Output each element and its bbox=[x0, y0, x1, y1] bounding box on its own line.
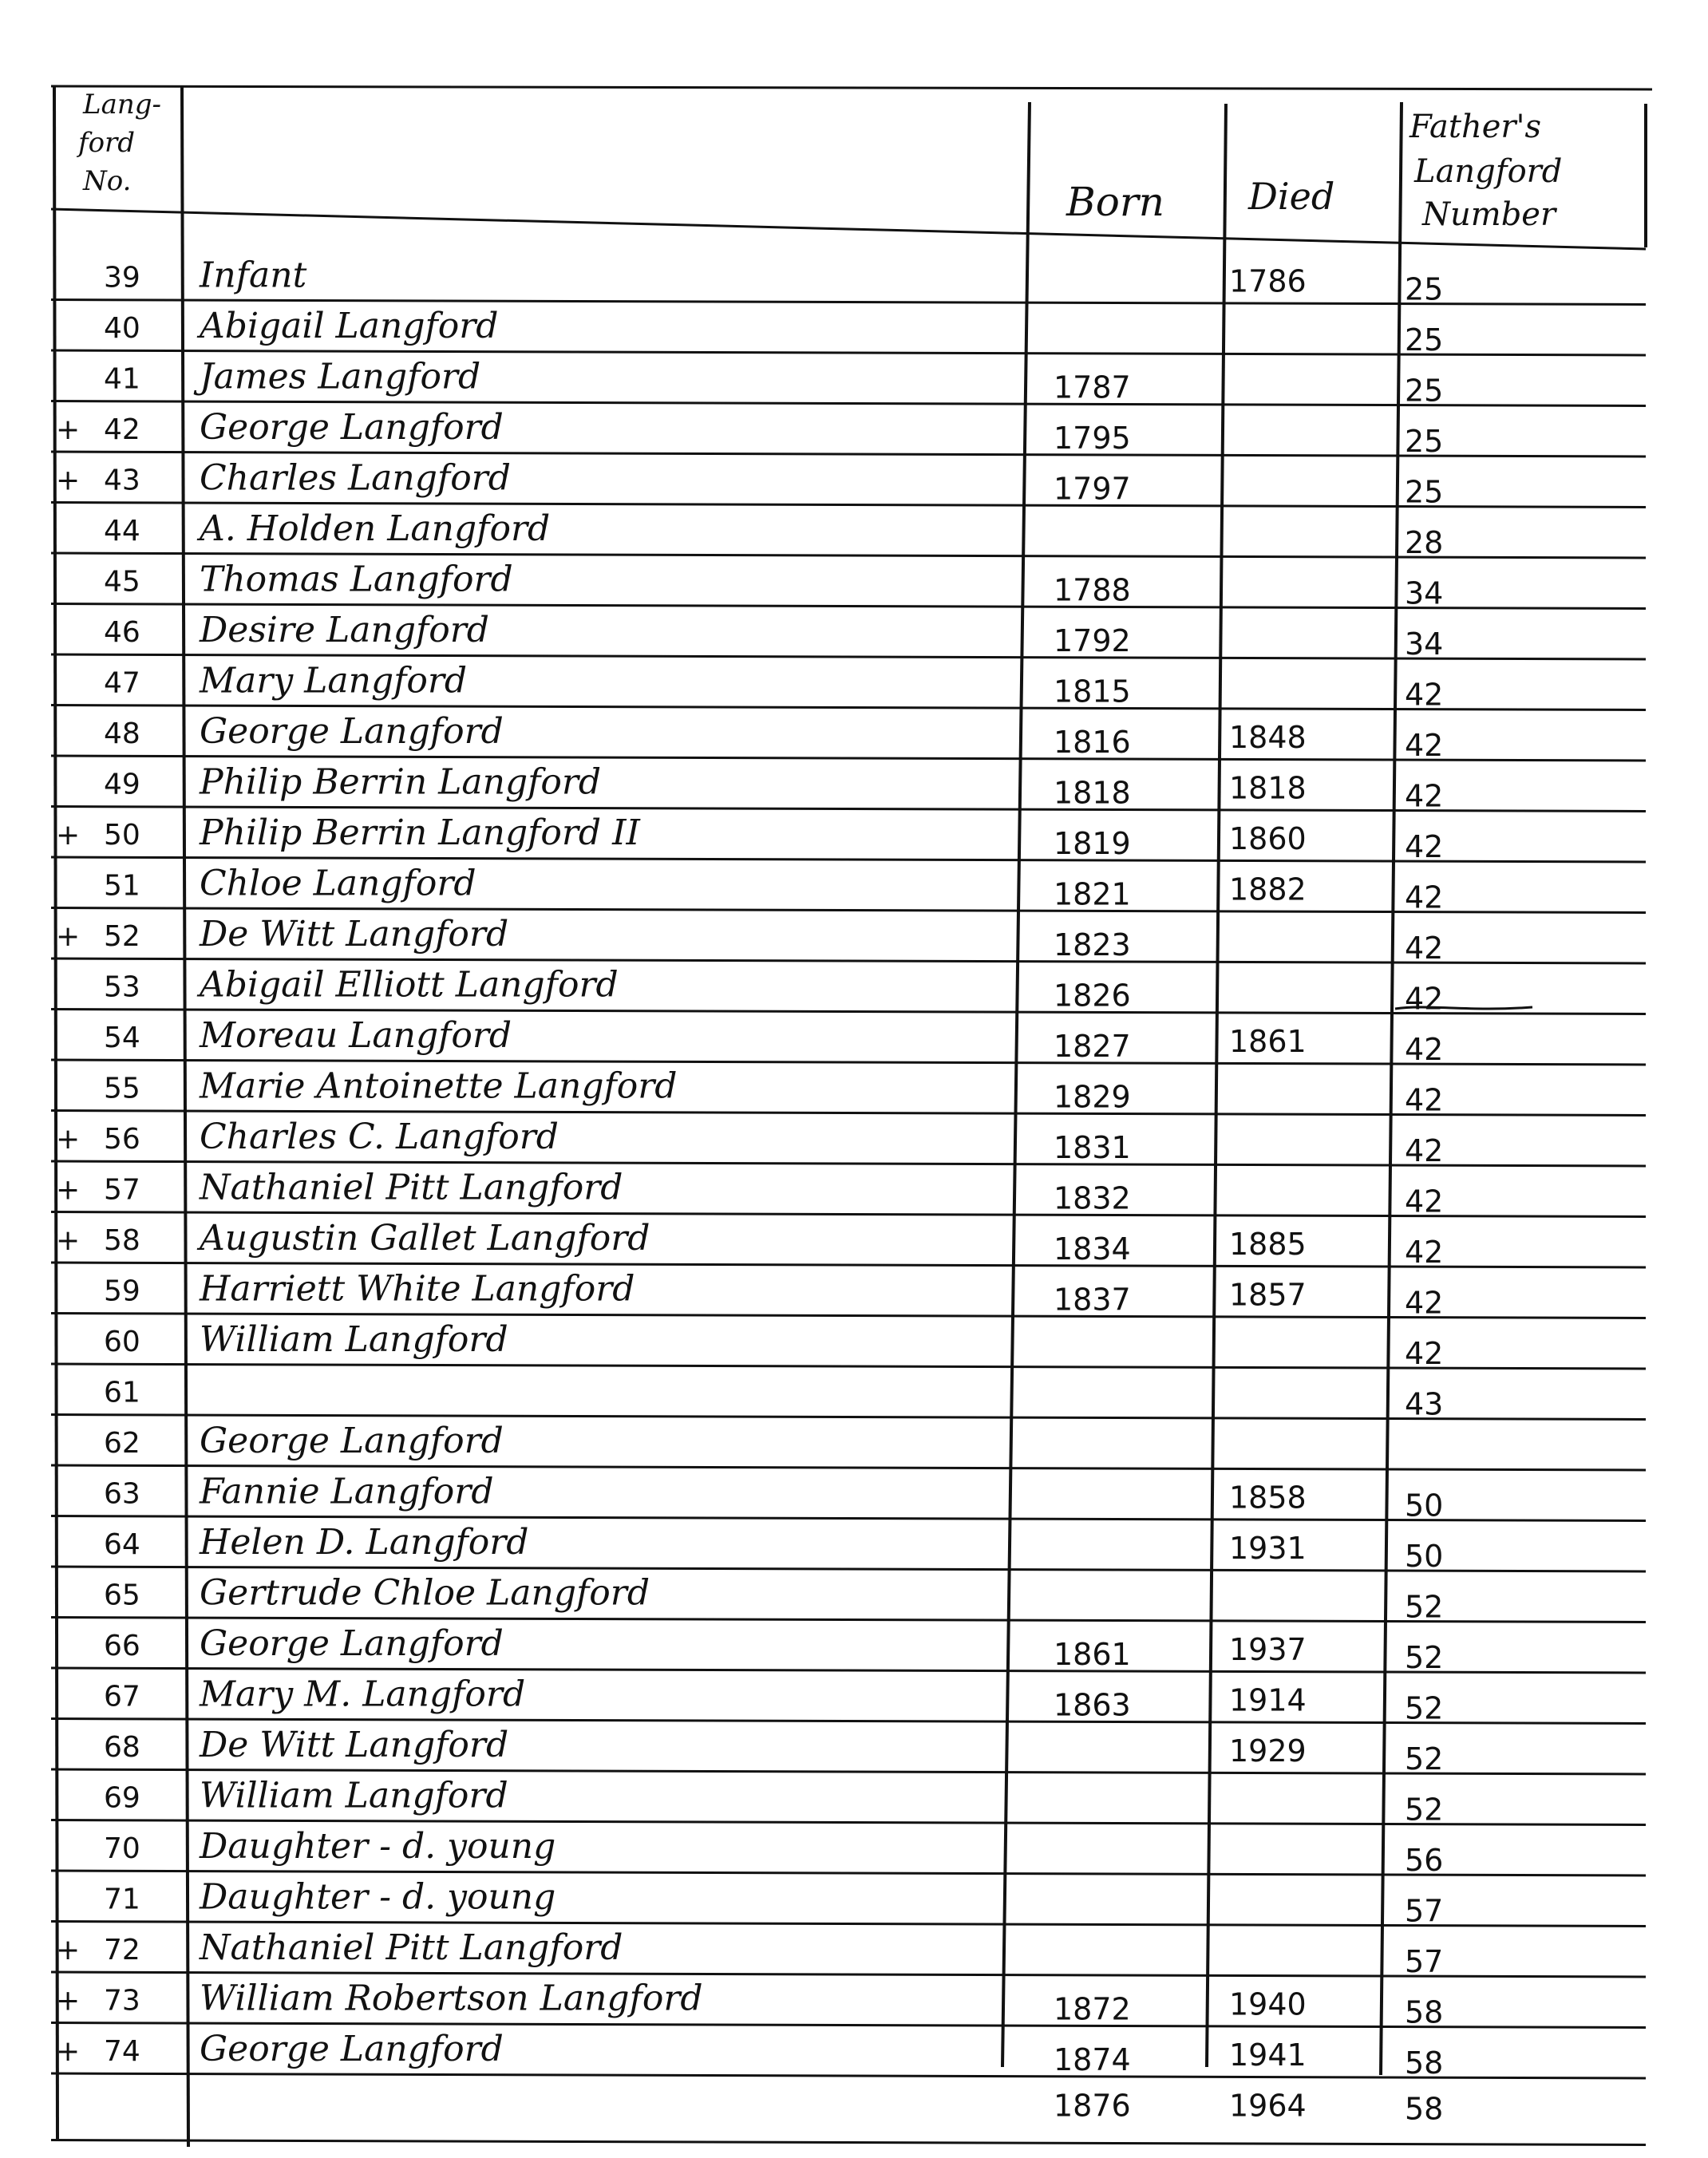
row-died: 1941 bbox=[1229, 2037, 1307, 2073]
ledger-row bbox=[51, 1066, 1646, 1118]
ledger-row bbox=[51, 610, 1646, 662]
row-born: 1863 bbox=[1054, 1687, 1131, 1723]
row-number: 60 bbox=[104, 1326, 140, 1358]
ledger-row bbox=[51, 407, 1646, 459]
row-number: 57 bbox=[104, 1173, 140, 1207]
row-father: 34 bbox=[1405, 575, 1444, 611]
row-father: 25 bbox=[1405, 424, 1444, 459]
row-father: 42 bbox=[1405, 778, 1444, 814]
ledger-row bbox=[51, 1377, 1646, 1422]
row-mark: + bbox=[56, 920, 81, 953]
row-name: De Witt Langford bbox=[200, 914, 509, 955]
row-father: 58 bbox=[1405, 2045, 1444, 2081]
row-died: 1885 bbox=[1229, 1227, 1307, 1262]
row-number: 50 bbox=[104, 819, 140, 852]
ledger-row bbox=[51, 2029, 1646, 2081]
row-name: George Langford bbox=[200, 2029, 504, 2070]
row-name: Chloe Langford bbox=[200, 863, 476, 904]
row-number: 52 bbox=[104, 920, 140, 953]
row-died: 1860 bbox=[1229, 821, 1307, 856]
row-name: De Witt Langford bbox=[200, 1725, 509, 1766]
row-name: William Langford bbox=[200, 1775, 508, 1816]
row-number: 44 bbox=[104, 515, 140, 547]
row-died: 1858 bbox=[1229, 1480, 1307, 1516]
row-rule bbox=[51, 1465, 1646, 1470]
row-father: 34 bbox=[1405, 626, 1444, 662]
row-father: 42 bbox=[1405, 677, 1444, 713]
row-died: 1882 bbox=[1229, 872, 1307, 907]
row-father: 42 bbox=[1405, 1336, 1444, 1371]
ledger-row bbox=[51, 1117, 1646, 1168]
row-number: 49 bbox=[104, 768, 140, 801]
row-name: Philip Berrin Langford II bbox=[200, 812, 640, 854]
row-name: Abigail Elliott Langford bbox=[200, 964, 619, 1006]
row-born: 1834 bbox=[1054, 1231, 1131, 1267]
ledger-row bbox=[51, 1269, 1646, 1321]
row-born: 1788 bbox=[1054, 572, 1131, 608]
row-born: 1823 bbox=[1054, 927, 1131, 962]
tail-rule bbox=[51, 2140, 1646, 2145]
row-number: 64 bbox=[104, 1528, 140, 1561]
row-father: 42 bbox=[1405, 1184, 1444, 1219]
row-name: William Robertson Langford bbox=[200, 1978, 703, 2019]
row-name: Daughter - d. young bbox=[200, 1826, 556, 1868]
row-father: 52 bbox=[1405, 1792, 1444, 1828]
ledger-row bbox=[51, 508, 1646, 560]
row-mark: + bbox=[56, 1934, 81, 1966]
row-name: James Langford bbox=[200, 356, 481, 397]
left-border bbox=[54, 86, 57, 2139]
row-died: 1940 bbox=[1229, 1986, 1307, 2022]
row-died: 1818 bbox=[1229, 770, 1307, 806]
ledger-row bbox=[51, 357, 1646, 409]
ledger-row bbox=[51, 306, 1646, 358]
row-died: 1848 bbox=[1229, 720, 1307, 755]
row-name: Desire Langford bbox=[200, 610, 489, 651]
row-born: 1874 bbox=[1054, 2042, 1131, 2077]
header-father-line-3: Number bbox=[1422, 196, 1556, 233]
tail-died: 1964 bbox=[1229, 2088, 1307, 2124]
row-born: 1872 bbox=[1054, 1991, 1131, 2027]
row-born: 1826 bbox=[1054, 978, 1131, 1014]
row-father: 42 bbox=[1405, 728, 1444, 763]
ledger-row bbox=[51, 1623, 1646, 1675]
row-father: 57 bbox=[1405, 1893, 1444, 1929]
row-father: 56 bbox=[1405, 1843, 1444, 1878]
ledger-row bbox=[51, 711, 1646, 763]
row-number: 53 bbox=[104, 970, 140, 1004]
ledger-row bbox=[51, 1877, 1646, 1929]
row-number: 39 bbox=[104, 261, 140, 294]
row-name: A. Holden Langford bbox=[200, 508, 551, 550]
row-mark: + bbox=[56, 464, 81, 497]
row-name: Harriett White Langford bbox=[200, 1268, 635, 1310]
row-number: 69 bbox=[104, 1781, 140, 1815]
row-number: 43 bbox=[104, 464, 140, 497]
row-died: 1786 bbox=[1229, 263, 1307, 299]
row-mark: + bbox=[56, 2035, 81, 2068]
row-name: Charles C. Langford bbox=[200, 1117, 559, 1158]
ledger-row bbox=[51, 1218, 1646, 1270]
tail-born: 1876 bbox=[1054, 2088, 1131, 2124]
row-name: Philip Berrin Langford bbox=[200, 761, 602, 803]
row-father: 52 bbox=[1405, 1589, 1444, 1625]
row-number: 73 bbox=[104, 1984, 140, 2018]
ledger-row bbox=[51, 1978, 1646, 2030]
ledger-row bbox=[51, 762, 1646, 814]
header-rule bbox=[51, 209, 1646, 249]
row-father: 58 bbox=[1405, 1994, 1444, 2030]
row-name: George Langford bbox=[200, 1421, 504, 1462]
row-name: George Langford bbox=[200, 711, 504, 753]
top-rule bbox=[51, 86, 1652, 89]
row-number: 74 bbox=[104, 2035, 140, 2068]
row-number: 45 bbox=[104, 565, 140, 599]
row-father: 57 bbox=[1405, 1944, 1444, 1979]
row-mark: + bbox=[56, 819, 81, 852]
row-born: 1797 bbox=[1054, 471, 1131, 507]
row-father: 50 bbox=[1405, 1488, 1444, 1524]
row-number: 59 bbox=[104, 1275, 140, 1308]
row-born: 1837 bbox=[1054, 1282, 1131, 1318]
row-number: 61 bbox=[104, 1376, 140, 1409]
row-born: 1787 bbox=[1054, 370, 1131, 405]
row-died: 1929 bbox=[1229, 1733, 1307, 1769]
header-father-line-2: Langford bbox=[1414, 153, 1563, 190]
row-name: Moreau Langford bbox=[200, 1015, 512, 1057]
ledger-row bbox=[51, 1319, 1646, 1371]
row-died: 1937 bbox=[1229, 1632, 1307, 1667]
row-mark: + bbox=[56, 1984, 81, 2018]
row-mark: + bbox=[56, 1123, 81, 1156]
row-number: 58 bbox=[104, 1224, 140, 1257]
header-father-line-1: Father's bbox=[1409, 109, 1542, 145]
row-father: 52 bbox=[1405, 1741, 1444, 1777]
row-number: 63 bbox=[104, 1477, 140, 1511]
row-father: 42 bbox=[1405, 1285, 1444, 1321]
ledger-row bbox=[51, 255, 1646, 307]
ledger-row bbox=[51, 1015, 1646, 1067]
row-name: Mary M. Langford bbox=[200, 1674, 526, 1715]
row-number: 46 bbox=[104, 616, 140, 649]
row-number: 56 bbox=[104, 1123, 140, 1156]
row-born: 1827 bbox=[1054, 1029, 1131, 1064]
row-name: Nathaniel Pitt Langford bbox=[200, 1927, 623, 1969]
row-born: 1821 bbox=[1054, 876, 1131, 912]
ledger-row bbox=[51, 1826, 1646, 1878]
row-father: 52 bbox=[1405, 1640, 1444, 1675]
ledger-row bbox=[51, 1472, 1646, 1524]
ledger-row bbox=[51, 1421, 1646, 1470]
row-born: 1861 bbox=[1054, 1637, 1131, 1672]
row-mark: + bbox=[56, 1224, 81, 1257]
header-died: Died bbox=[1248, 175, 1335, 218]
row-born: 1832 bbox=[1054, 1180, 1131, 1216]
header-no-line-1: Lang- bbox=[83, 89, 161, 121]
row-name: Marie Antoinette Langford bbox=[200, 1065, 678, 1107]
ledger-row bbox=[51, 914, 1646, 966]
row-died: 1857 bbox=[1229, 1277, 1307, 1313]
row-father: 28 bbox=[1405, 525, 1444, 560]
row-father: 52 bbox=[1405, 1690, 1444, 1726]
row-number: 55 bbox=[104, 1072, 140, 1105]
row-number: 70 bbox=[104, 1832, 140, 1865]
row-name: Abigail Langford bbox=[200, 306, 499, 347]
row-name: Daughter - d. young bbox=[200, 1876, 556, 1918]
row-name: Augustin Gallet Langford bbox=[200, 1218, 650, 1259]
ledger-row bbox=[51, 1522, 1646, 1574]
row-name: Mary Langford bbox=[200, 660, 468, 702]
row-number: 41 bbox=[104, 362, 140, 396]
row-name: Gertrude Chloe Langford bbox=[200, 1572, 650, 1614]
ledger-row bbox=[51, 812, 1646, 864]
row-died: 1931 bbox=[1229, 1531, 1307, 1566]
row-name: George Langford bbox=[200, 407, 504, 449]
row-number: 67 bbox=[104, 1680, 140, 1713]
ledger-row bbox=[51, 1573, 1646, 1625]
ledger-row bbox=[51, 1674, 1646, 1726]
father-column-rule bbox=[1381, 102, 1402, 2075]
row-name: George Langford bbox=[200, 1623, 504, 1665]
row-number: 72 bbox=[104, 1934, 140, 1966]
row-died: 1861 bbox=[1229, 1024, 1307, 1059]
row-number: 47 bbox=[104, 666, 140, 700]
row-number: 48 bbox=[104, 717, 140, 750]
row-number: 62 bbox=[104, 1427, 140, 1460]
row-father: 43 bbox=[1405, 1386, 1444, 1422]
row-father: 25 bbox=[1405, 474, 1444, 510]
row-mark: + bbox=[56, 1173, 81, 1207]
row-born: 1831 bbox=[1054, 1130, 1131, 1165]
row-number: 54 bbox=[104, 1022, 140, 1054]
no-column-rule bbox=[182, 86, 188, 2147]
row-born: 1792 bbox=[1054, 623, 1131, 658]
ledger-row bbox=[51, 1776, 1646, 1828]
row-father: 42 bbox=[1405, 1235, 1444, 1270]
ledger-row bbox=[51, 458, 1646, 510]
row-father: 42 bbox=[1405, 1032, 1444, 1067]
row-father: 42 bbox=[1405, 879, 1444, 915]
row-father: 42 bbox=[1405, 829, 1444, 864]
row-born: 1818 bbox=[1054, 775, 1131, 811]
ledger-row bbox=[51, 1168, 1646, 1219]
row-number: 68 bbox=[104, 1731, 140, 1764]
row-name: Fannie Langford bbox=[200, 1471, 494, 1512]
ledger-row bbox=[51, 1725, 1646, 1777]
ledger-rows bbox=[51, 255, 1646, 2081]
header-born: Born bbox=[1066, 179, 1164, 225]
row-number: 65 bbox=[104, 1579, 140, 1612]
header-row bbox=[76, 89, 1562, 233]
row-name: Nathaniel Pitt Langford bbox=[200, 1167, 623, 1208]
row-name: William Langford bbox=[200, 1319, 508, 1361]
row-number: 51 bbox=[104, 869, 140, 903]
row-father: 42 bbox=[1405, 931, 1444, 966]
ledger-tail-row bbox=[51, 2089, 1646, 2145]
row-father: 25 bbox=[1405, 373, 1444, 409]
row-name: Infant bbox=[200, 255, 307, 296]
row-mark: + bbox=[56, 413, 81, 446]
row-number: 40 bbox=[104, 312, 140, 345]
row-number: 66 bbox=[104, 1630, 140, 1662]
ledger-row bbox=[51, 864, 1646, 915]
row-born: 1815 bbox=[1054, 674, 1131, 709]
tail-father: 58 bbox=[1405, 2091, 1444, 2127]
ledger-row bbox=[51, 559, 1646, 611]
row-born: 1829 bbox=[1054, 1079, 1131, 1115]
row-died: 1914 bbox=[1229, 1682, 1307, 1718]
row-father: 25 bbox=[1405, 322, 1444, 358]
row-father: 25 bbox=[1405, 271, 1444, 307]
header-no-line-2: ford bbox=[78, 127, 136, 159]
ledger-row bbox=[51, 1927, 1646, 1979]
header-no-line-3: No. bbox=[83, 165, 132, 197]
row-father: 42 bbox=[1405, 1133, 1444, 1168]
ledger-row bbox=[51, 661, 1646, 713]
row-father: 42 bbox=[1405, 1082, 1444, 1118]
row-born: 1819 bbox=[1054, 826, 1131, 861]
row-number: 71 bbox=[104, 1883, 140, 1916]
row-name: Helen D. Langford bbox=[200, 1522, 529, 1563]
row-name: Charles Langford bbox=[200, 457, 511, 499]
row-born: 1795 bbox=[1054, 421, 1131, 456]
row-number: 42 bbox=[104, 413, 140, 446]
row-born: 1816 bbox=[1054, 725, 1131, 760]
row-father: 42 bbox=[1405, 981, 1444, 1017]
row-father: 50 bbox=[1405, 1539, 1444, 1574]
row-name: Thomas Langford bbox=[200, 559, 513, 600]
